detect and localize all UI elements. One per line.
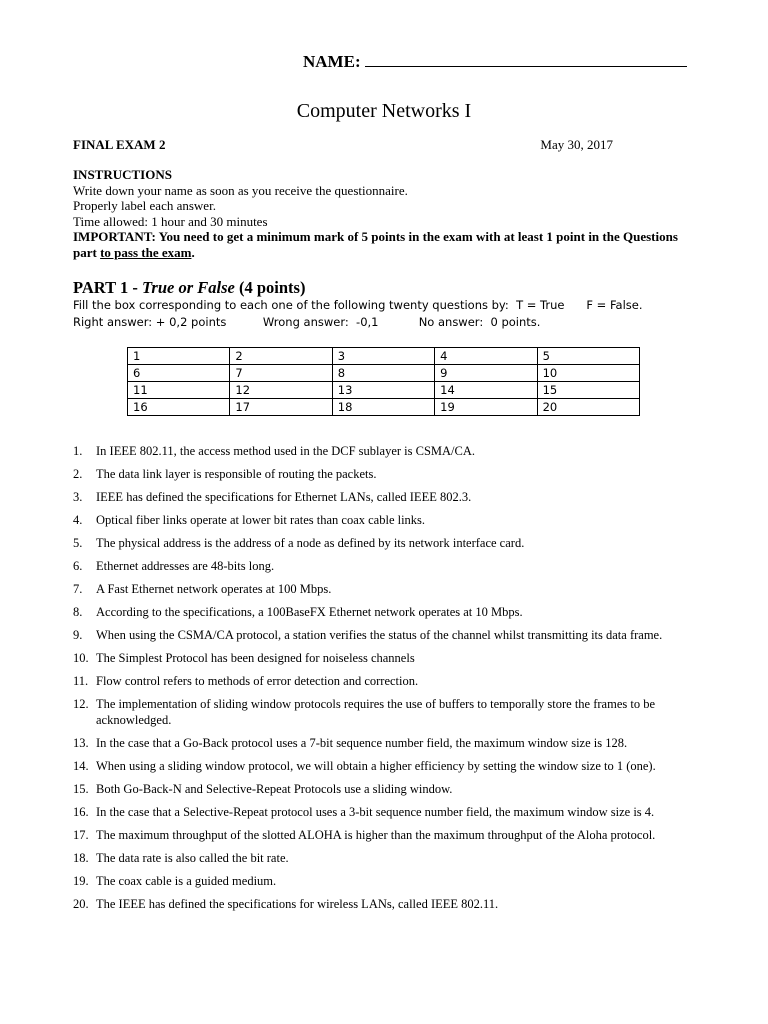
question-text: Flow control refers to methods of error detection and correction. — [96, 674, 419, 688]
answer-cell[interactable]: 6 — [128, 365, 230, 382]
question-item — [73, 674, 705, 690]
question-number: 5. — [73, 536, 83, 550]
answer-cell[interactable]: 5 — [537, 348, 639, 365]
question-text: A Fast Ethernet network operates at 100 Mbps. — [96, 582, 332, 596]
question-number: 6. — [73, 559, 83, 573]
answer-cell[interactable]: 9 — [435, 365, 537, 382]
important-note — [73, 229, 693, 260]
question-text: When using the CSMA/CA protocol, a station verifies the status of the channel whilst transmitting its data frame. — [96, 628, 663, 642]
question-number: 17. — [73, 827, 89, 842]
answer-cell[interactable]: 16 — [128, 399, 230, 416]
question-number: 18. — [73, 850, 89, 865]
question-text: The data rate is also called the bit rate. — [96, 850, 289, 865]
question-text: In the case that a Selective-Repeat protocol uses a 3-bit sequence number field, the maximum window size is 4. — [96, 804, 655, 819]
question-number: 1. — [73, 444, 83, 458]
question-item — [73, 805, 705, 821]
question-text: The maximum throughput of the slotted ALOHA is higher than the maximum throughput of the Aloha protocol. — [96, 827, 656, 842]
answer-cell[interactable]: 8 — [332, 365, 434, 382]
answer-cell[interactable]: 2 — [230, 348, 332, 365]
question-text: The IEEE has defined the specifications for wireless LANs, called IEEE 802.11. — [96, 896, 499, 911]
question-number: 12. — [73, 697, 89, 711]
question-item — [73, 736, 705, 752]
question-item — [73, 897, 705, 913]
course-title: Computer Networks I — [296, 100, 472, 122]
part1-prefix: PART 1 - — [73, 278, 142, 297]
question-item — [73, 513, 705, 529]
part1-italic: True or False — [141, 278, 235, 297]
question-text: In the case that a Go-Back protocol uses a 7-bit sequence number field, the maximum window size is 128. — [96, 735, 628, 750]
exam-info-row — [73, 137, 613, 153]
instructions-block — [73, 167, 693, 260]
part1-suffix: (4 points) — [234, 278, 306, 297]
question-number: 2. — [73, 467, 83, 481]
question-text: When using a sliding window protocol, we will obtain a higher efficiency by setting the window size to 1 (one). — [96, 758, 656, 773]
question-number: 4. — [73, 513, 83, 527]
name-blank-line — [365, 52, 687, 67]
answer-cell[interactable]: 17 — [230, 399, 332, 416]
question-item — [73, 828, 705, 844]
answer-cell[interactable]: 14 — [435, 382, 537, 399]
answer-cell[interactable]: 19 — [435, 399, 537, 416]
answer-cell[interactable]: 4 — [435, 348, 537, 365]
question-number: 15. — [73, 781, 89, 796]
question-text: Ethernet addresses are 48-bits long. — [96, 559, 275, 573]
question-number: 13. — [73, 735, 89, 750]
question-text: IEEE has defined the specifications for Ethernet LANs, called IEEE 802.3. — [96, 490, 472, 504]
answer-cell[interactable]: 11 — [128, 382, 230, 399]
instruction-line: Time allowed: 1 hour and 30 minutes — [73, 213, 268, 229]
question-item — [73, 559, 705, 575]
part1-desc-line: Right answer: + 0,2 points Wrong answer: -0,1 No answer: 0 points. — [73, 315, 541, 329]
answer-cell[interactable]: 7 — [230, 365, 332, 382]
question-text: The data link layer is responsible of routing the packets. — [96, 467, 377, 481]
answer-row — [128, 382, 640, 399]
answer-row — [128, 348, 640, 365]
question-item — [73, 782, 705, 798]
question-number: 10. — [73, 651, 89, 665]
name-label: NAME: — [303, 52, 361, 71]
question-text: The physical address is the address of a node as defined by its network interface card. — [96, 536, 525, 550]
question-text: The coax cable is a guided medium. — [96, 873, 277, 888]
question-text: The Simplest Protocol has been designed for noiseless channels — [96, 651, 415, 665]
question-item — [73, 651, 705, 667]
question-item — [73, 582, 705, 598]
question-item — [73, 851, 705, 867]
answer-cell[interactable]: 10 — [537, 365, 639, 382]
question-text: According to the specifications, a 100BaseFX Ethernet network operates at 10 Mbps. — [96, 605, 523, 619]
exam-date: May 30, 2017 — [540, 137, 613, 152]
question-item — [73, 444, 705, 460]
part1-title — [73, 278, 305, 298]
question-item — [73, 874, 705, 890]
question-number: 3. — [73, 490, 83, 504]
question-item — [73, 536, 705, 552]
part1-desc-line: Fill the box corresponding to each one of the following twenty questions by: T = True F = False. — [73, 298, 643, 312]
question-text: Optical fiber links operate at lower bit rates than coax cable links. — [96, 513, 426, 527]
question-number: 7. — [73, 582, 83, 596]
important-underlined: to pass the exam — [100, 244, 192, 260]
answer-cell[interactable]: 18 — [332, 399, 434, 416]
question-number: 14. — [73, 758, 89, 773]
question-number: 11. — [73, 674, 89, 688]
question-item — [73, 628, 705, 644]
answer-row — [128, 365, 640, 382]
question-number: 16. — [73, 804, 89, 819]
instructions-heading: INSTRUCTIONS — [73, 167, 172, 182]
important-text: IMPORTANT: You need to get a minimum mark of 5 points in the exam with at least 1 point in the Questions part — [73, 229, 678, 260]
answer-row — [128, 399, 640, 416]
answer-grid — [127, 347, 640, 416]
answer-cell[interactable]: 15 — [537, 382, 639, 399]
answer-cell[interactable]: 12 — [230, 382, 332, 399]
question-item — [73, 490, 705, 506]
question-number: 19. — [73, 873, 89, 888]
question-list — [73, 444, 705, 920]
question-number: 9. — [73, 628, 83, 642]
name-field — [303, 52, 687, 72]
question-item — [73, 697, 705, 728]
question-item — [73, 759, 705, 775]
answer-cell[interactable]: 1 — [128, 348, 230, 365]
part1-description — [73, 297, 713, 331]
question-number: 20. — [73, 896, 89, 911]
exam-label: FINAL EXAM 2 — [73, 137, 166, 152]
instruction-line: Write down your name as soon as you receive the questionnaire. — [73, 182, 408, 198]
question-number: 8. — [73, 605, 83, 619]
question-text: The implementation of sliding window protocols requires the use of buffers to temporally store the frames to be acknowledged. — [96, 697, 656, 727]
answer-cell[interactable]: 3 — [332, 348, 434, 365]
answer-cell[interactable]: 13 — [332, 382, 434, 399]
important-end: . — [191, 244, 195, 260]
instruction-line: Properly label each answer. — [73, 198, 216, 213]
answer-cell[interactable]: 20 — [537, 399, 639, 416]
question-item — [73, 467, 705, 483]
question-text: Both Go-Back-N and Selective-Repeat Protocols use a sliding window. — [96, 781, 453, 796]
question-text: In IEEE 802.11, the access method used in the DCF sublayer is CSMA/CA. — [96, 444, 476, 458]
question-item — [73, 605, 705, 621]
